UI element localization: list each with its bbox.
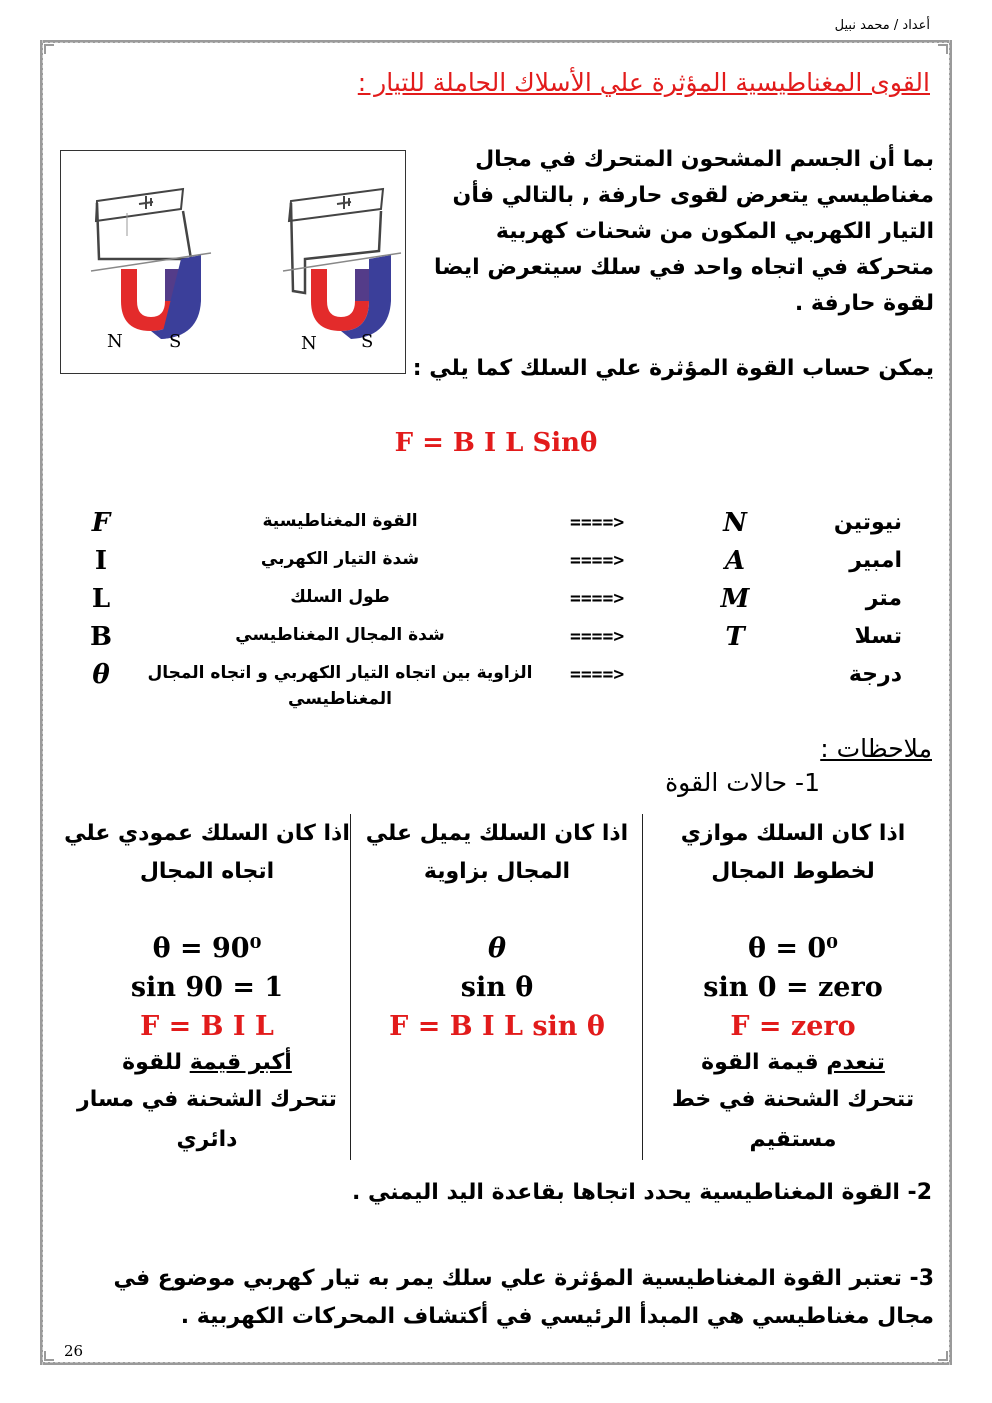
pole-label: S bbox=[361, 331, 374, 352]
case-description: تتحرك الشحنة في مسار دائري bbox=[77, 1087, 337, 1152]
calculation-intro: يمكن حساب القوة المؤثرة علي السلك كما يلي : bbox=[412, 356, 934, 381]
case-angle: θ bbox=[487, 933, 506, 964]
quantity-symbol: L bbox=[91, 584, 111, 614]
left-apparatus bbox=[91, 189, 211, 352]
note-electric-motors: 3- تعتبر القوة المغناطيسية المؤثرة علي سلك يمر به تيار كهربي موضوع في مجال مغناطيسي هي المبدأ الرئيسي في أكتشاف المحركات الكهربية . bbox=[113, 1266, 934, 1329]
case-heading: اذا كان السلك موازي لخطوط المجال bbox=[680, 821, 906, 884]
unit-name: نيوتين bbox=[833, 510, 902, 535]
force-formula: F = B I L Sinθ bbox=[394, 428, 598, 458]
magnet-wire-figure bbox=[60, 150, 406, 374]
quantity-symbol: B bbox=[90, 622, 112, 652]
case-sin: sin θ bbox=[460, 972, 534, 1003]
quantity-name: شدة المجال المغناطيسي bbox=[235, 625, 445, 645]
pole-label: N bbox=[107, 331, 123, 352]
unit-name: درجة bbox=[848, 662, 902, 687]
unit-symbol: M bbox=[720, 584, 750, 614]
case-result: أكبر قيمة للقوة bbox=[122, 1050, 292, 1075]
arrow: ====> bbox=[570, 626, 625, 647]
case-perpendicular bbox=[62, 815, 352, 1160]
case-force: F = B I L sin θ bbox=[389, 1011, 605, 1042]
unit-symbol: T bbox=[725, 622, 745, 652]
case-force: F = zero bbox=[730, 1011, 856, 1042]
pole-label: N bbox=[301, 333, 317, 354]
case-inclined bbox=[352, 815, 642, 1046]
pole-label: S bbox=[169, 331, 182, 352]
author-credit: أعداد / محمد نبيل bbox=[834, 18, 930, 33]
arrow: ====> bbox=[570, 664, 625, 685]
quantity-name: شدة التيار الكهربي bbox=[260, 549, 420, 569]
case-angle: θ = 90⁰ bbox=[152, 933, 262, 964]
quantity-name: طول السلك bbox=[290, 587, 390, 607]
quantity-symbol: θ bbox=[92, 660, 110, 690]
unit-symbol: N bbox=[723, 508, 747, 538]
unit-name: متر bbox=[865, 586, 902, 611]
notes-heading: ملاحظات : bbox=[820, 734, 932, 763]
quantity-symbol: F bbox=[91, 508, 111, 538]
case-force: F = B I L bbox=[140, 1011, 274, 1042]
right-apparatus bbox=[283, 189, 401, 354]
unit-symbol: A bbox=[724, 546, 746, 576]
intro-paragraph: بما أن الجسم المشحون المتحرك في مجال مغناطيسي يتعرض لقوى حارفة , بالتالي فأن التيار الكهربي المكون من شحنات كهربية متحركة في اتجاه واحد في سلك سيتعرض ايضا لقوة حارفة . bbox=[433, 147, 934, 316]
magnet-wire-illustration bbox=[61, 151, 405, 373]
case-result: تنعدم قيمة القوة bbox=[701, 1050, 885, 1075]
quantity-name: الزاوية بين اتجاه التيار الكهربي و اتجاه المجال المغناطيسي bbox=[147, 663, 533, 709]
case-heading: اذا كان السلك عمودي علي اتجاه المجال bbox=[64, 821, 350, 884]
case-description: تتحرك الشحنة في خط مستقيم bbox=[671, 1087, 915, 1152]
unit-name: تسلا bbox=[854, 624, 902, 649]
case-heading: اذا كان السلك يميل علي المجال بزاوية bbox=[365, 821, 629, 884]
case-angle: θ = 0⁰ bbox=[747, 933, 839, 964]
quantity-name: القوة المغناطيسية bbox=[262, 511, 418, 531]
page-title: القوى المغناطيسية المؤثرة علي الأسلاك الحاملة للتيار : bbox=[357, 68, 930, 97]
case-sin: sin 0 = zero bbox=[703, 972, 883, 1003]
page-number: 26 bbox=[64, 1342, 84, 1360]
note-right-hand-rule: 2- القوة المغناطيسية يحدد اتجاها بقاعدة اليد اليمني . bbox=[352, 1180, 932, 1205]
force-cases-heading: 1- حالات القوة bbox=[665, 768, 820, 797]
column-divider bbox=[642, 814, 643, 1160]
arrow: ====> bbox=[570, 512, 625, 533]
unit-name: امبير bbox=[849, 548, 902, 573]
quantity-symbol: I bbox=[94, 546, 108, 576]
arrow: ====> bbox=[570, 550, 625, 571]
arrow: ====> bbox=[570, 588, 625, 609]
case-parallel bbox=[648, 815, 938, 1160]
case-sin: sin 90 = 1 bbox=[130, 972, 284, 1003]
